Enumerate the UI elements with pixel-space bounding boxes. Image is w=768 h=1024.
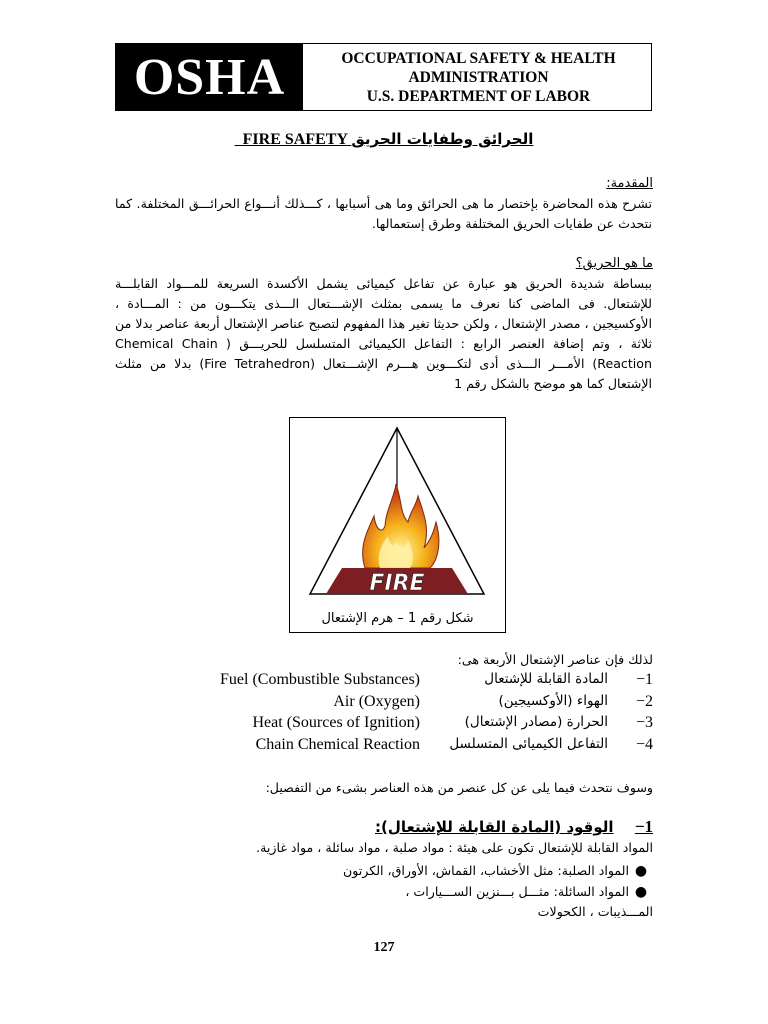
element-ar: الحرارة (مصادر الإشتعال) [464,714,608,730]
intro-heading: المقدمة: [606,176,653,191]
element-en: Fuel (Combustible Substances) [220,671,420,688]
list-item [113,861,653,881]
element-en: Heat (Sources of Ignition) [252,714,420,731]
what-is-fire-body: ببساطة شديدة الحريق هو عبارة عن تفاعل كيميائى يشمل الأكسدة السريعة للمـــواد القابلـــة للإشتعال. فى الماضى كنا نعرف ما يسمى بمثلث الإشـــتعال الـــذى يتكـــون من : المـــادة ، الأوكسيجين ، مصدر الإشتعال ، ولكن حديثا تغير هذا المفهوم لتصبح عناصر الإشتعال أربعة عناصر بدلا من ثلاثة ، وتم إضافة العنصر الرابع : التفاعل الكيميائى المتسلسل للحريـــق ( Chemical Chain Reaction) الأمـــر الـــذى أدى لتكـــوين هـــرم الإشـــتعال (Fire Tetrahedron) بدلا من مثلث الإشتعال كما هو موضح بالشكل رقم 1 [115,276,652,391]
fire-triangle-illustration [290,418,504,608]
title-wrapper [235,131,534,148]
section-1-body: المواد القابلة للإشتعال تكون على هيئة : مواد صلبة ، مواد سائلة ، مواد غازية. [256,840,653,855]
list-item [0,671,768,693]
list-item [0,714,768,736]
list-item [0,693,768,715]
what-is-fire-heading: ما هو الحريق؟ [575,256,653,271]
details-intro: وسوف نتحدث فيما يلى عن كل عنصر من هذه العناصر بشىء من التفصيل: [265,780,653,795]
list-item [353,882,653,922]
document-header [115,43,652,111]
element-number: −2 [635,693,653,710]
element-en: Chain Chemical Reaction [255,736,420,753]
title-ar: الحرائق وطفايات الحريق [351,130,534,148]
flame-icon [363,484,439,568]
title-en: FIRE SAFETY [242,131,348,148]
page-title [0,130,768,149]
element-en: Air (Oxygen) [333,693,420,710]
element-ar: المادة القابلة للإشتعال [484,671,608,687]
bullet-text: المواد السائلة: مثـــل بـــنزين الســـيارات ، المـــذيبات ، الكحولات [405,884,653,919]
header-text [306,44,651,110]
element-ar: التفاعل الكيميائى المتسلسل [449,736,608,752]
element-ar: الهواء (الأوكسيجين) [498,693,608,709]
bullet-text: المواد الصلبة: مثل الأخشاب، القماش، الأوراق، الكرتون [343,863,629,878]
list-item [0,736,768,758]
section-1-heading [375,817,653,837]
element-number: −3 [635,714,653,731]
section-1-number: 1− [634,817,653,836]
elements-intro: لذلك فإن عناصر الإشتعال الأربعة هى: [457,652,653,667]
figure-caption: شكل رقم 1 – هرم الإشتعال [321,611,474,626]
header-line-1: OCCUPATIONAL SAFETY & HEALTH [341,49,616,67]
bullet-icon: ● [634,884,648,900]
header-line-3: U.S. DEPARTMENT OF LABOR [366,87,591,105]
fire-label: FIRE [369,571,425,596]
section-1-title: الوقود (المادة القابلة للإشتعال): [375,818,614,836]
element-number: −4 [635,736,653,753]
element-number: −1 [635,671,653,688]
page-number: 127 [373,940,395,955]
header-line-2: ADMINISTRATION [408,68,549,86]
fire-tetrahedron-figure [289,417,506,633]
osha-logo: OSHA [116,44,303,110]
intro-body: تشرح هذه المحاضرة بإختصار ما هى الحرائق وما هى أسبابها ، كـــذلك أنـــواع الحرائـــق المختلفة. كما نتحدث عن طفايات الحريق المختلفة وطرق إستعمالها. [115,196,652,231]
bullet-icon: ● [634,863,648,879]
